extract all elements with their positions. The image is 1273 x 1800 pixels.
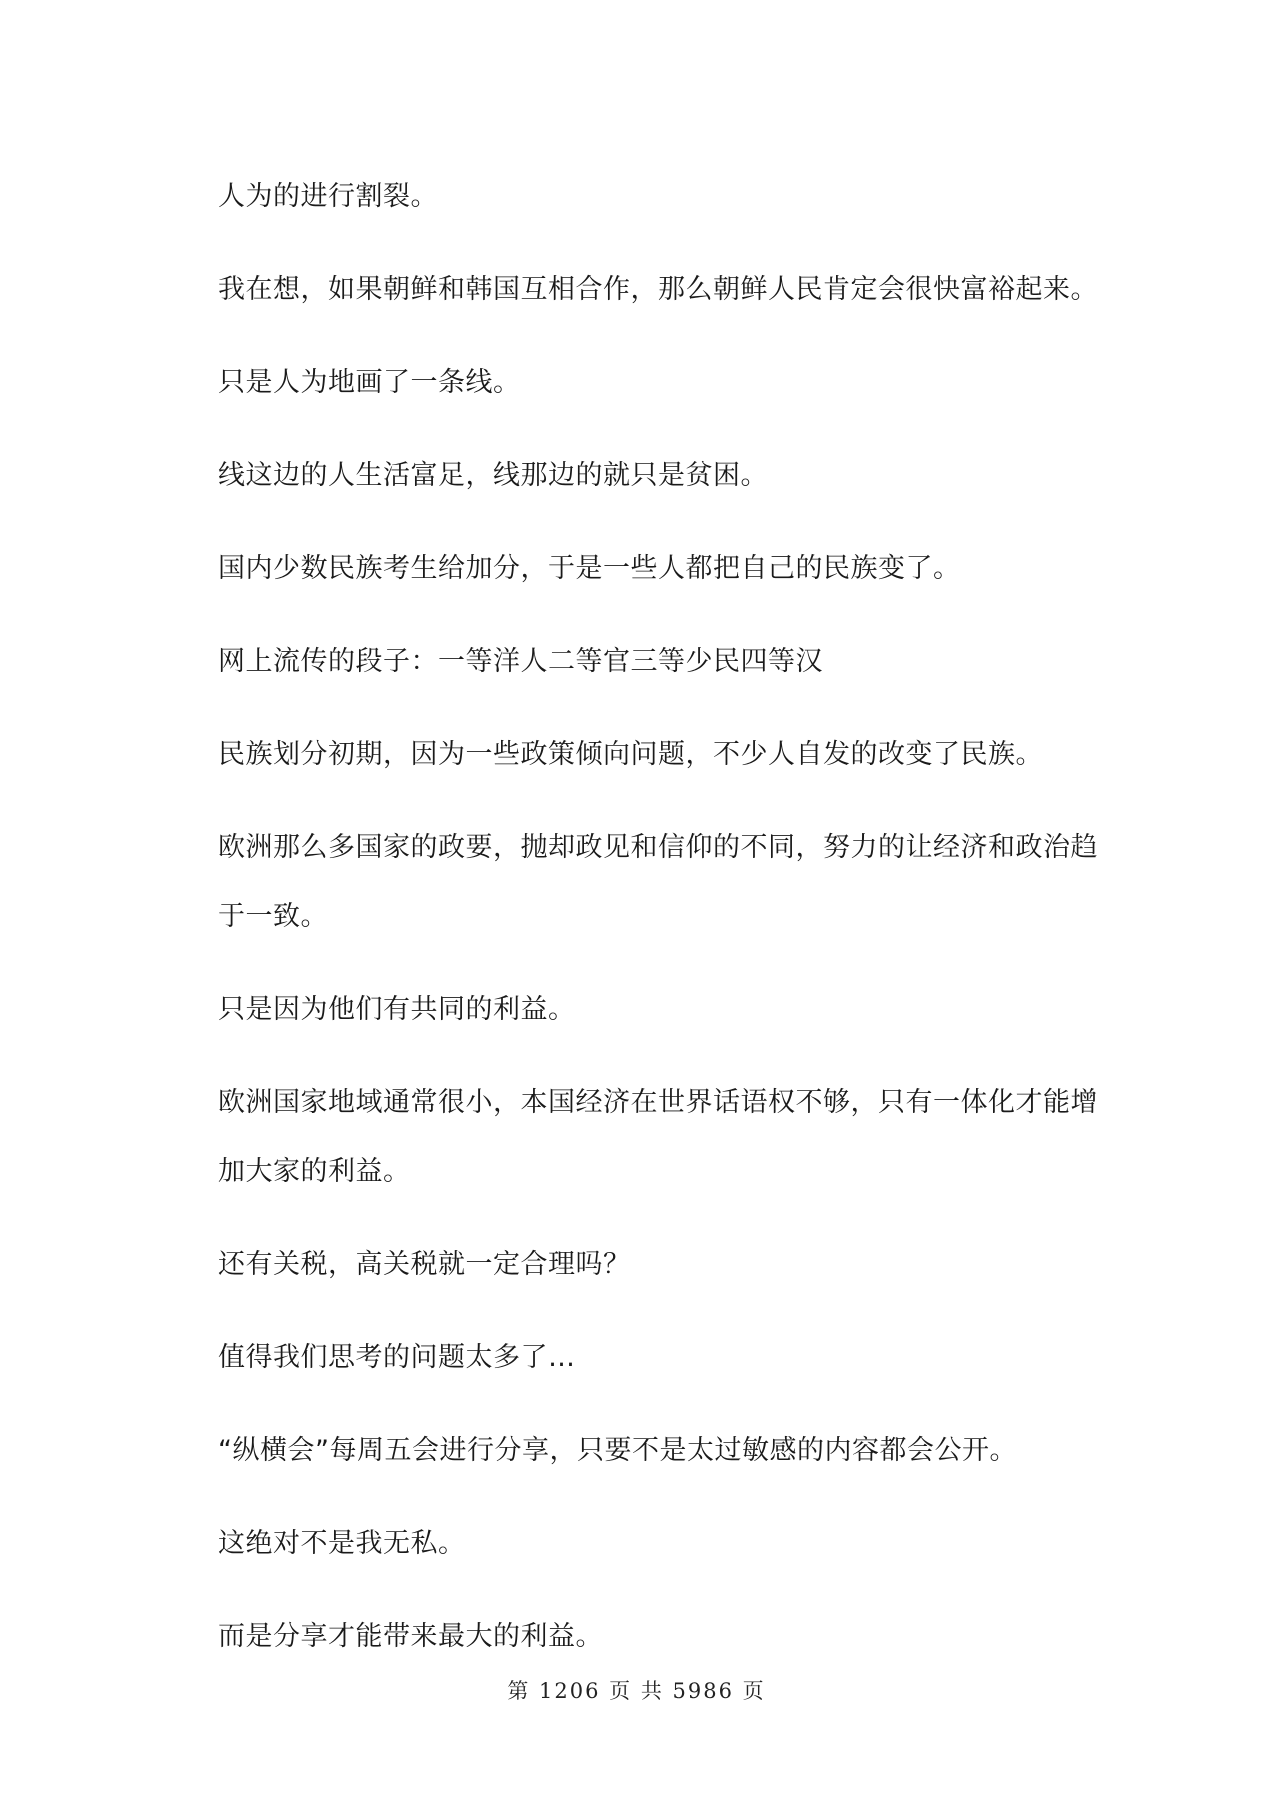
paragraph: 网上流传的段子：一等洋人二等官三等少民四等汉 — [218, 646, 823, 677]
paragraph: 我在想，如果朝鲜和韩国互相合作，那么朝鲜人民肯定会很快富裕起来。 — [218, 274, 1098, 305]
paragraph: 只是人为地画了一条线。 — [218, 367, 521, 398]
paragraph: 欧洲国家地域通常很小，本国经济在世界话语权不够，只有一体化才能增加大家的利益。 — [218, 1087, 1098, 1187]
paragraph: 而是分享才能带来最大的利益。 — [218, 1621, 603, 1652]
paragraph: “纵横会”每周五会进行分享，只要不是太过敏感的内容都会公开。 — [218, 1435, 1017, 1466]
document-body — [218, 162, 1098, 1695]
paragraph: 还有关税，高关税就一定合理吗？ — [218, 1249, 631, 1280]
paragraph: 这绝对不是我无私。 — [218, 1528, 466, 1559]
paragraph: 国内少数民族考生给加分，于是一些人都把自己的民族变了。 — [218, 553, 961, 584]
page-number-footer: 第 1206 页 共 5986 页 — [507, 1679, 766, 1703]
paragraph: 只是因为他们有共同的利益。 — [218, 994, 576, 1025]
paragraph: 值得我们思考的问题太多了… — [218, 1342, 576, 1373]
paragraph: 民族划分初期，因为一些政策倾向问题，不少人自发的改变了民族。 — [218, 739, 1043, 770]
paragraph: 人为的进行割裂。 — [218, 181, 438, 212]
paragraph: 线这边的人生活富足，线那边的就只是贫困。 — [218, 460, 768, 491]
paragraph: 欧洲那么多国家的政要，抛却政见和信仰的不同，努力的让经济和政治趋于一致。 — [218, 832, 1098, 932]
